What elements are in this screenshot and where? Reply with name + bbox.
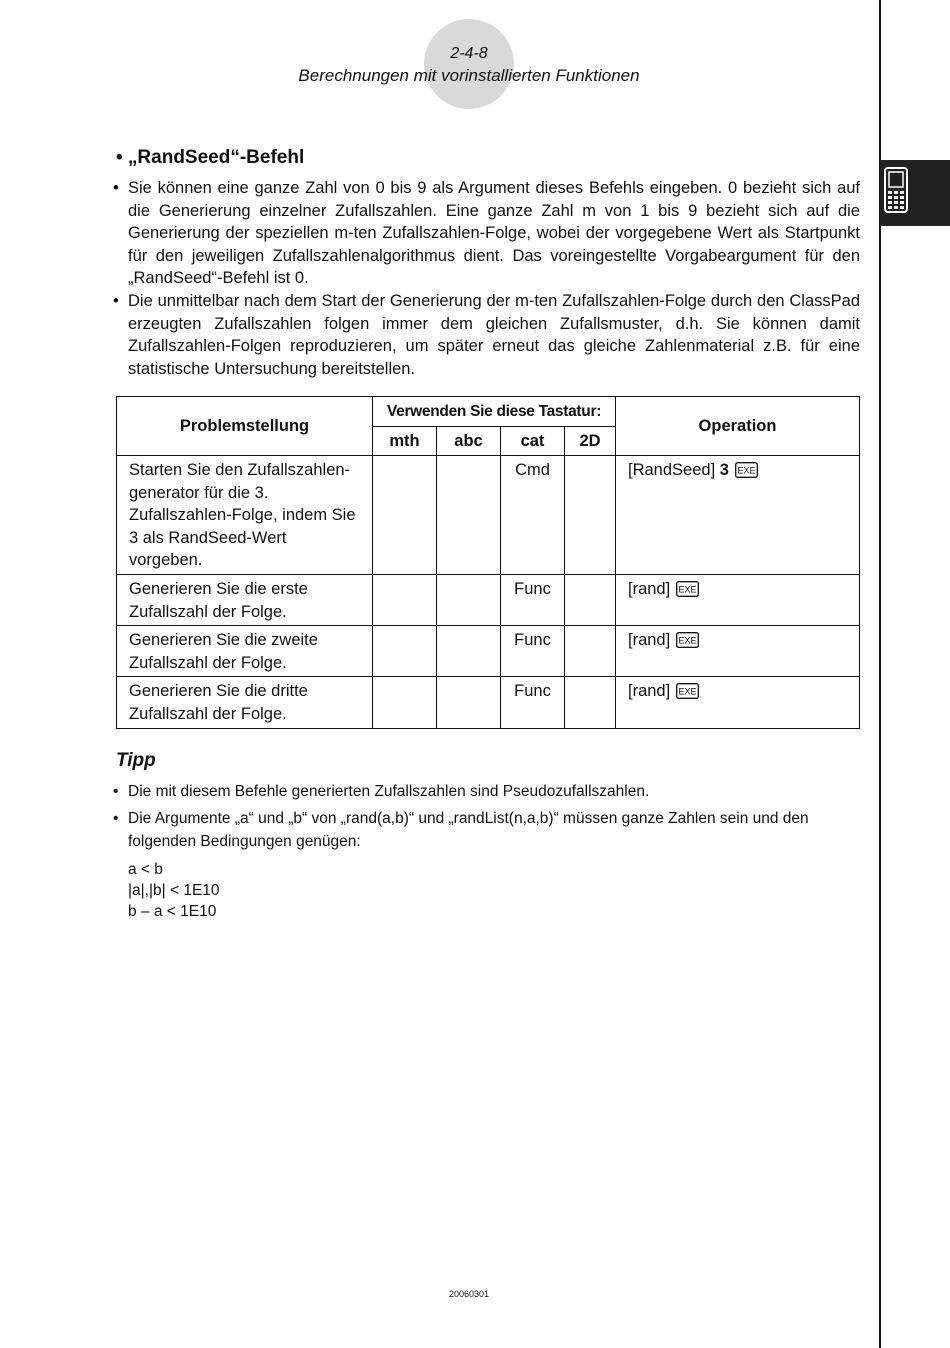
condition: |a|,|b| < 1E10 (128, 882, 220, 899)
page-number: 2-4-8 (450, 45, 488, 62)
operation-cell (616, 677, 860, 728)
header-key-abc: abc (437, 427, 501, 456)
cat-value: Func (514, 682, 551, 701)
bullet-mark: • (113, 810, 119, 827)
section-title: • „RandSeed“-Befehl (116, 147, 305, 168)
problem-text: Generieren Sie die dritte Zufallszahl der Folge. (129, 682, 308, 723)
exe-key-label: EXE (678, 635, 697, 646)
problem-cell (117, 677, 373, 728)
condition: a < b (128, 861, 163, 878)
problem-text: Starten Sie den Zufallszahlen-generator für die 3. Zufallszahlen-Folge, indem Sie 3 als RandSeed-Wert vorgeben. (129, 461, 356, 570)
mth-cell (373, 575, 437, 626)
cat-cell (501, 677, 565, 728)
header-problem: Problemstellung (117, 397, 373, 456)
tipp-bullet (113, 781, 863, 804)
cat-value: Func (514, 631, 551, 650)
operation-text: [rand] (628, 682, 671, 701)
header-key-cat: cat (501, 427, 565, 456)
2d-cell (565, 677, 616, 728)
calculator-tab-icon (884, 167, 908, 213)
table-row (117, 677, 860, 728)
operation-text: [RandSeed] (628, 461, 716, 479)
abc-cell (437, 626, 501, 677)
operation-cell (616, 456, 860, 575)
problem-cell (117, 456, 373, 575)
bullet-text: Sie können eine ganze Zahl von 0 bis 9 als Argument dieses Befehls eingeben. 0 bezieht sich auf die Generierung einzelner Zufallszahlen. Eine ganze Zahl m von 1 bis 9 bezieht sich auf die Generierung der speziellen m-ten Zufallszahlen-Folge, wobei der vorgegebene Wert als Startpunkt für den jeweiligen Zufallszahlenalgorithmus dient. Das voreingestellte Vorgabeargument für den „RandSeed“-Befehl ist 0. (128, 179, 860, 288)
header-keyboard: Verwenden Sie diese Tastatur: (373, 397, 616, 427)
tipp-text: Die Argumente „a“ und „b“ von „rand(a,b)“ und „randList(n,a,b)“ müssen ganze Zahlen sein und den folgenden Bedingungen genügen: (128, 810, 809, 850)
mth-cell (373, 456, 437, 575)
operation (616, 456, 859, 487)
tipp-title: Tipp (116, 750, 156, 771)
abc-cell (437, 575, 501, 626)
tipp-bullet (113, 808, 863, 853)
mth-cell (373, 677, 437, 728)
cat-value: Func (514, 580, 551, 598)
footer-code: 20060301 (448, 1289, 490, 1299)
condition: b – a < 1E10 (128, 903, 217, 920)
exe-key-label: EXE (678, 686, 697, 697)
header-key-mth: mth (373, 427, 437, 456)
problem-cell (117, 575, 373, 626)
abc-cell (437, 677, 501, 728)
table-header-row (117, 397, 860, 427)
operations-table (116, 396, 860, 729)
header-circle (424, 19, 514, 109)
bullet-mark: • (113, 179, 119, 197)
operation-text: [rand] (628, 580, 671, 598)
abc-cell (437, 456, 501, 575)
chapter-tab (880, 160, 950, 226)
operation-text: [rand] (628, 631, 671, 650)
table-row (117, 626, 860, 677)
page-subtitle: Berechnungen mit vorinstallierten Funktionen (298, 66, 640, 85)
header-key-2d: 2D (565, 427, 616, 456)
exe-key-icon (735, 462, 758, 485)
2d-cell (565, 626, 616, 677)
bullet-paragraph (113, 290, 860, 380)
bullet-mark: • (113, 783, 119, 800)
exe-key-icon (676, 581, 699, 604)
bullet-paragraph (113, 177, 860, 290)
2d-cell (565, 575, 616, 626)
problem-text: Generieren Sie die erste Zufallszahl der Folge. (129, 580, 308, 621)
operation-cell (616, 575, 860, 626)
operation (616, 677, 859, 708)
operation-value: 3 (719, 461, 729, 479)
tipp-text: Die mit diesem Befehle generierten Zufallszahlen sind Pseudozufallszahlen. (128, 783, 650, 800)
bullet-mark: • (113, 292, 119, 310)
2d-cell (565, 456, 616, 575)
exe-key-label: EXE (678, 584, 697, 595)
cat-value: Cmd (515, 461, 550, 479)
table-row (117, 456, 860, 575)
exe-key-icon (676, 683, 699, 706)
problem-text: Generieren Sie die zweite Zufallszahl der Folge. (129, 631, 318, 672)
header-operation: Operation (616, 397, 860, 456)
operation-cell (616, 626, 860, 677)
problem-cell (117, 626, 373, 677)
exe-key-label: EXE (737, 465, 756, 476)
table-row (117, 575, 860, 626)
operation (616, 626, 859, 657)
bullet-text: Die unmittelbar nach dem Start der Generierung der m-ten Zufallszahlen-Folge durch den ClassPad erzeugten Zufallszahlen folgen immer dem gleichen Zufallsmuster, d.h. Sie können damit Zufallszahlen-Folgen reproduzieren, um später erneut das gleiche Zahlenmaterial z.B. für eine statistische Untersuchung bereitstellen. (128, 292, 860, 378)
cat-cell (501, 456, 565, 575)
operation (616, 575, 859, 606)
cat-cell (501, 626, 565, 677)
cat-cell (501, 575, 565, 626)
exe-key-icon (676, 632, 699, 655)
mth-cell (373, 626, 437, 677)
